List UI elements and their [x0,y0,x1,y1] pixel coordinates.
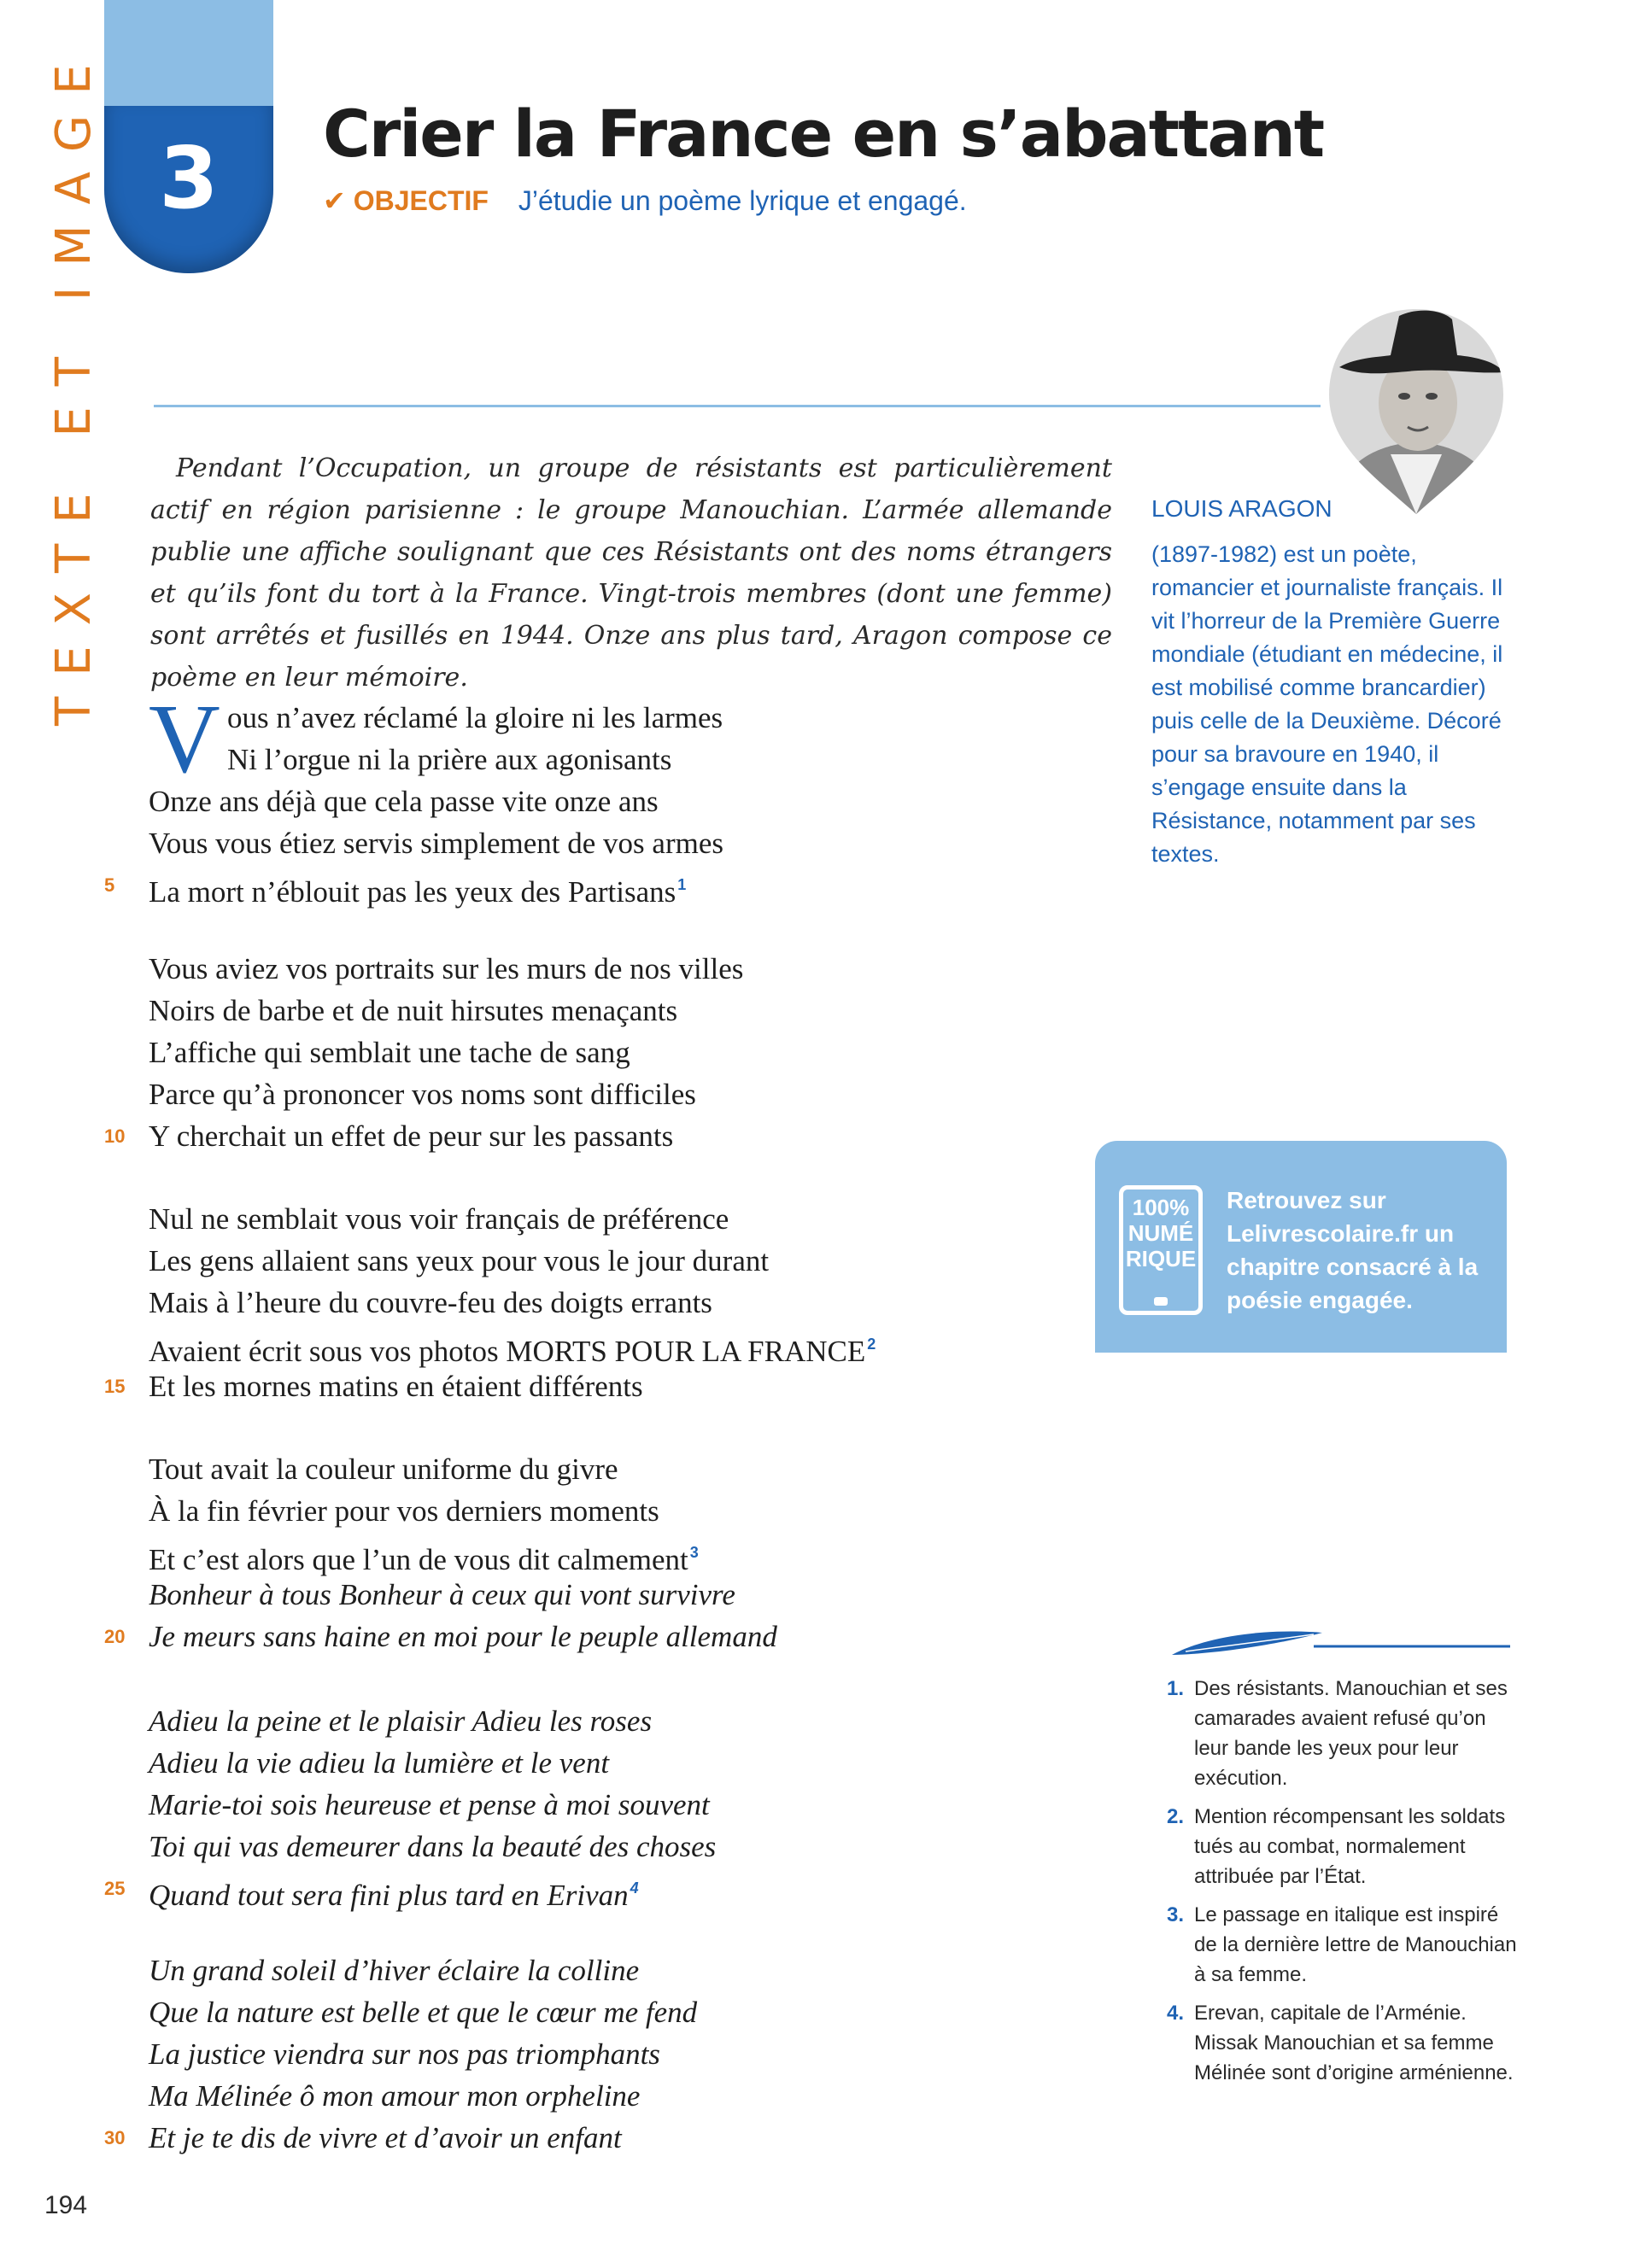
footnote-text: Erevan, capitale de l’Arménie. Missak Manouchian et sa femme Mélinée sont d’origine arménienne. [1194,2002,1514,2084]
author-name: LOUIS ARAGON [1151,495,1332,522]
poem-line [149,1700,652,1742]
poem-line-text: Ma Mélinée ô mon amour mon orpheline [149,2079,641,2113]
phone-icon [1119,1185,1203,1315]
footnote-number: 3. [1167,1903,1185,1926]
objective [323,184,967,217]
poem-line [149,1073,696,1115]
footnote-item [1167,1674,1517,1793]
poem-line [149,2033,660,2075]
poem-line-text: Onze ans déjà que cela passe vite onze ans [149,785,659,818]
chapter-number: 3 [159,128,219,228]
author-portrait-image [1322,301,1510,519]
poem-line [149,780,659,822]
poem-line [149,1490,659,1532]
poem-line [149,1198,729,1240]
intro-paragraph: Pendant l’Occupation, un groupe de résistants est particulièrement actif en région parisienne : le groupe Manouchian. L’armée allemande publie une affiche soulignant que ces Résistants ont des noms étrangers et qu’ils font du tort à la France. Vingt-trois membres (dont une femme) sont arrêtés et fusillés en 1944. Onze ans plus tard, Aragon compose ce poème en leur mémoire. [150,453,1112,693]
footnote-item [1167,1900,1517,1990]
page-number: 194 [44,2191,88,2219]
footnotes [1167,1674,1517,2096]
poem-line [227,697,723,739]
poem-line-text: La justice viendra sur nos pas triomphants [149,2037,660,2071]
poem-line [149,2117,622,2159]
poem-line [149,864,687,909]
poem-line-text: ous n’avez réclamé la gloire ni les larmes [227,701,723,734]
page-title: Crier la France en s’abattant [323,96,1324,172]
line-number: 10 [104,1125,126,1147]
section-label: TEXTE ET IMAGE [46,44,102,726]
footnote-text: Le passage en italique est inspiré de la dernière lettre de Manouchian à sa femme. [1194,1903,1517,1986]
poem-line [149,822,723,864]
poem-line-text: Tout avait la couleur uniforme du givre [149,1453,618,1486]
poem-line [227,739,671,780]
poem-line-text: Marie-toi sois heureuse et pense à moi souvent [149,1788,710,1821]
digital-resource-box[interactable] [1095,1141,1507,1353]
footnote-number: 2. [1167,1805,1185,1828]
poem-line-text: Adieu la vie adieu la lumière et le vent [149,1746,610,1780]
footnote-ref[interactable]: 2 [867,1336,876,1353]
poem-line [149,1868,639,1912]
badge-line: NUMÉ [1128,1220,1194,1246]
badge-line: RIQUE [1125,1246,1197,1271]
objective-label: OBJECTIF [353,185,489,216]
footnote-text: Des résistants. Manouchian et ses camarades avaient refusé qu’on leur bande les yeux pour leur exécution. [1194,1677,1508,1790]
poem-line-text: Nul ne semblait vous voir français de préférence [149,1202,729,1236]
line-number: 15 [104,1376,126,1397]
check-icon: ✔ [323,184,346,217]
poem-line-text: Un grand soleil d’hiver éclaire la colline [149,1954,640,1987]
poem-dropcap: V [149,685,220,794]
footnote-ref[interactable]: 1 [677,876,687,893]
poem-line-text: Bonheur à tous Bonheur à ceux qui vont survivre [149,1578,735,1611]
line-number: 20 [104,1626,126,1647]
header-divider [154,405,1321,407]
objective-text: J’étudie un poème lyrique et engagé. [518,185,967,216]
poem-line [149,1532,699,1574]
poem-line-text: Vous vous étiez servis simplement de vos armes [149,827,723,860]
poem-line [149,1616,777,1657]
poem-line-text: Avaient écrit sous vos photos MORTS POUR LA FRANCE [149,1335,866,1368]
quill-icon [1168,1621,1510,1658]
poem-line-text: La mort n’éblouit pas les yeux des Partisans [149,875,676,909]
footnote-item [1167,1802,1517,1891]
poem-line-text: Quand tout sera fini plus tard en Erivan [149,1879,629,1912]
poem-line [149,1784,710,1826]
poem-line-text: Toi qui vas demeurer dans la beauté des choses [149,1830,717,1863]
poem-line-text: Vous aviez vos portraits sur les murs de nos villes [149,952,744,985]
poem-line-text: Et c’est alors que l’un de vous dit calmement [149,1543,688,1576]
poem-line [149,1991,697,2033]
poem-line [149,1742,609,1784]
poem-line [149,1240,769,1282]
poem-line [149,1574,735,1616]
poem-line-text: Je meurs sans haine en moi pour le peuple allemand [149,1620,777,1653]
footnote-ref[interactable]: 4 [630,1879,639,1897]
poem-line [149,1365,643,1407]
poem-line-text: L’affiche qui semblait une tache de sang [149,1036,630,1069]
author-bio: (1897-1982) est un poète, romancier et journaliste français. Il vit l’horreur de la Première Guerre mondiale (étudiant en médecine, il est mobilisé comme brancardier) puis celle de la Deuxième. Décoré pour sa bravoure en 1940, il s’engage ensuite dans la Résistance, notamment par ses textes. [1151,541,1503,867]
line-number: 30 [104,2127,126,2148]
poem-line-text: Ni l’orgue ni la prière aux agonisants [227,743,672,776]
poem-line-text: Adieu la peine et le plaisir Adieu les roses [149,1704,653,1738]
digital-resource-text: Retrouvez sur Lelivrescolaire.fr un chapitre consacré à la poésie engagée. [1227,1187,1479,1313]
chapter-number-badge [104,106,273,273]
poem-line-text: Que la nature est belle et que le cœur me fend [149,1996,698,2029]
poem-line [149,1115,673,1157]
poem-line-text: Y cherchait un effet de peur sur les passants [149,1119,674,1153]
poem-line-text: Et les mornes matins en étaient différents [149,1370,643,1403]
poem-line [149,948,743,990]
footnote-number: 4. [1167,2002,1185,2025]
poem-line [149,1032,630,1073]
line-number: 5 [104,874,115,896]
poem-line-text: Noirs de barbe et de nuit hirsutes menaçants [149,994,678,1027]
poem-line [149,1826,716,1868]
poem-line-text: Les gens allaient sans yeux pour vous le jour durant [149,1244,770,1277]
footnote-item [1167,1998,1517,2088]
poem-line-text: Et je te dis de vivre et d’avoir un enfant [149,2121,622,2154]
footnote-text: Mention récompensant les soldats tués au combat, normalement attribuée par l’État. [1194,1805,1506,1888]
poem-line-text: Parce qu’à prononcer vos noms sont difficiles [149,1078,696,1111]
footnote-number: 1. [1167,1677,1185,1700]
footnote-ref[interactable]: 3 [689,1544,699,1561]
poem-line [149,990,677,1032]
line-number: 25 [104,1878,126,1899]
poem-line [149,1949,639,1991]
poem-line [149,1324,876,1368]
poem-line [149,1448,618,1490]
poem-line-text: Mais à l’heure du couvre-feu des doigts errants [149,1286,712,1319]
poem-line-text: À la fin février pour vos derniers moments [149,1494,659,1528]
poem-line [149,2075,640,2117]
poem-line [149,1282,712,1324]
badge-line: 100% [1132,1195,1190,1220]
